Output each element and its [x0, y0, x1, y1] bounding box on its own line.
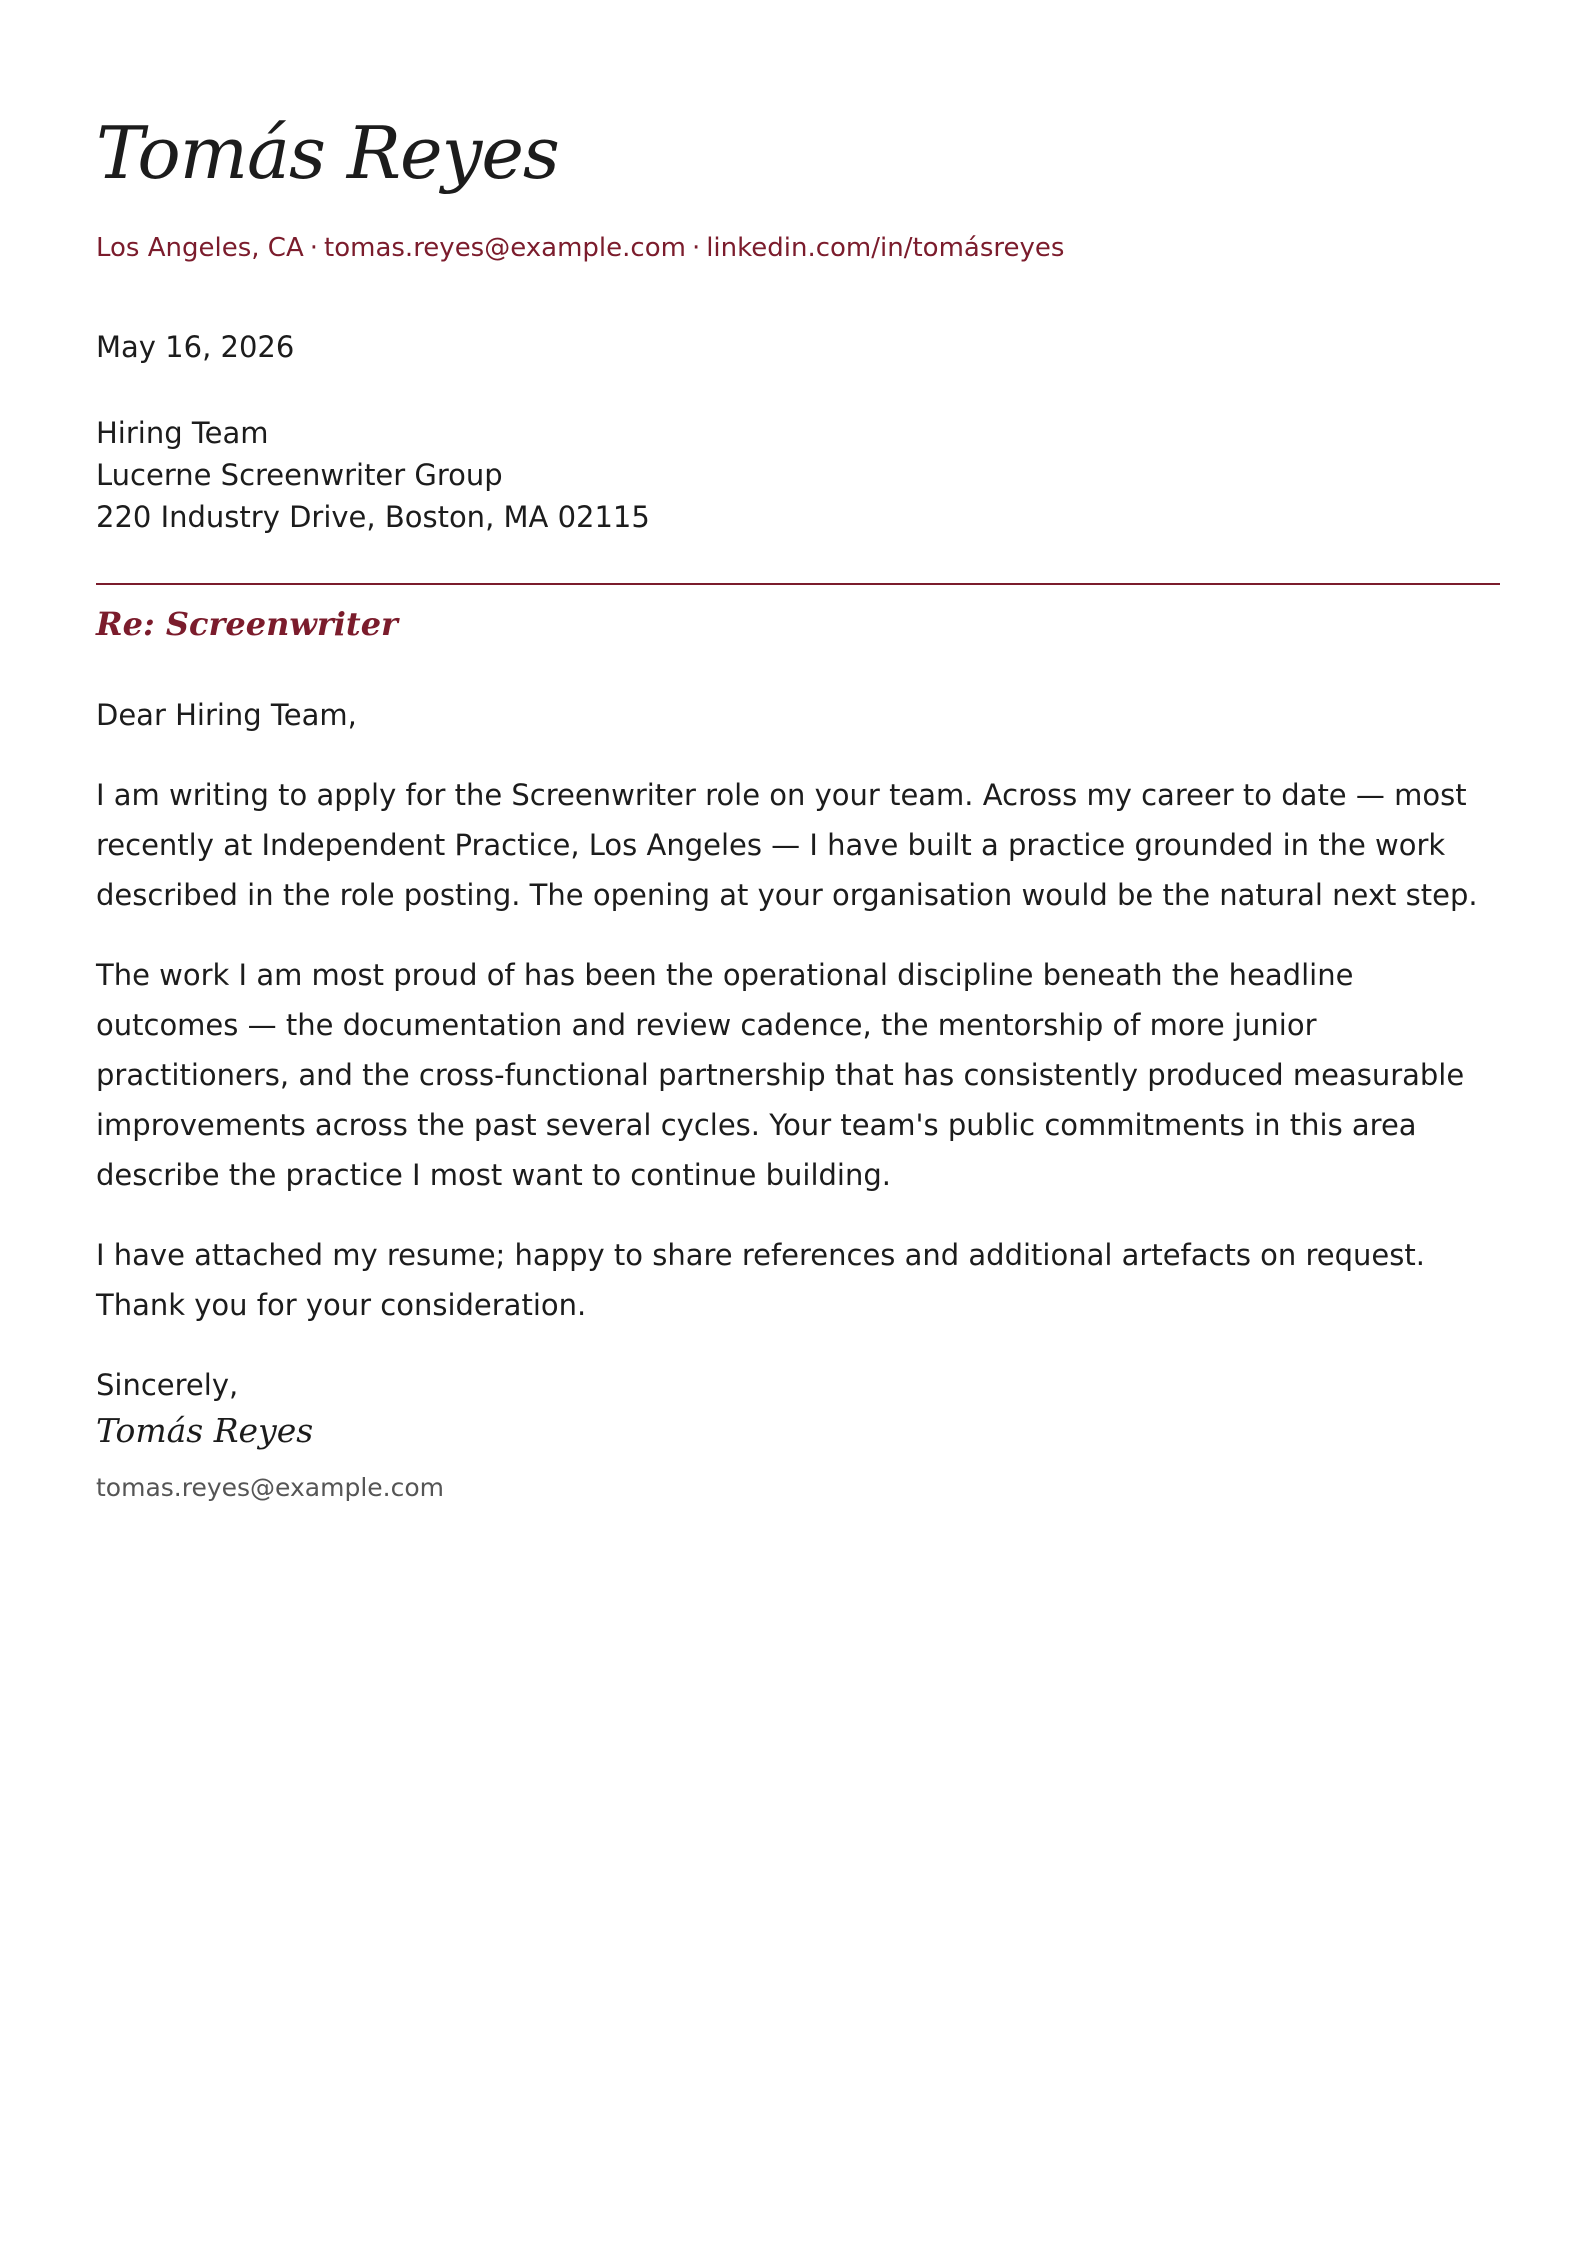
letter-body	[96, 690, 1500, 1440]
closing: Sincerely,	[96, 1368, 239, 1402]
recipient-block	[96, 412, 650, 538]
contact-separator: ·	[309, 233, 319, 263]
subject-line: Re: Screenwriter	[96, 605, 398, 643]
contact-location: Los Angeles, CA	[96, 233, 304, 263]
recipient-address: 220 Industry Drive, Boston, MA 02115	[96, 500, 650, 534]
letter-date: May 16, 2026	[96, 330, 295, 364]
contact-separator: ·	[691, 233, 701, 263]
body-paragraph: The work I am most proud of has been the operational discipline beneath the headline outcomes — the documentation and review cadence, the mentorship of more junior practitioners, and the cross-functional partnership that has consistently produced measurable improvements across the past several cycles. Your team's public commitments in this area describe the practice I most want to continue building.	[96, 958, 1465, 1192]
recipient-line: Hiring Team	[96, 416, 269, 450]
contact-email-link[interactable]: tomas.reyes@example.com	[324, 233, 686, 263]
body-paragraph: I have attached my resume; happy to share references and additional artefacts on request. Thank you for your consideration.	[96, 1238, 1425, 1322]
contact-line	[96, 230, 1064, 266]
applicant-name: Tomás Reyes	[96, 111, 559, 195]
salutation: Dear Hiring Team,	[96, 698, 357, 732]
divider	[96, 583, 1500, 585]
recipient-company: Lucerne Screenwriter Group	[96, 458, 503, 492]
contact-linkedin-link[interactable]: linkedin.com/in/tomásreyes	[706, 233, 1065, 263]
body-paragraph: I am writing to apply for the Screenwriter role on your team. Across my career to date — most recently at Independent Practice, Los Angeles — I have built a practice grounded in the work described in the role posting. The opening at your organisation would be the natural next step.	[96, 778, 1478, 912]
signature-email: tomas.reyes@example.com	[96, 1473, 444, 1502]
signature-name: Tomás Reyes	[96, 1411, 314, 1450]
